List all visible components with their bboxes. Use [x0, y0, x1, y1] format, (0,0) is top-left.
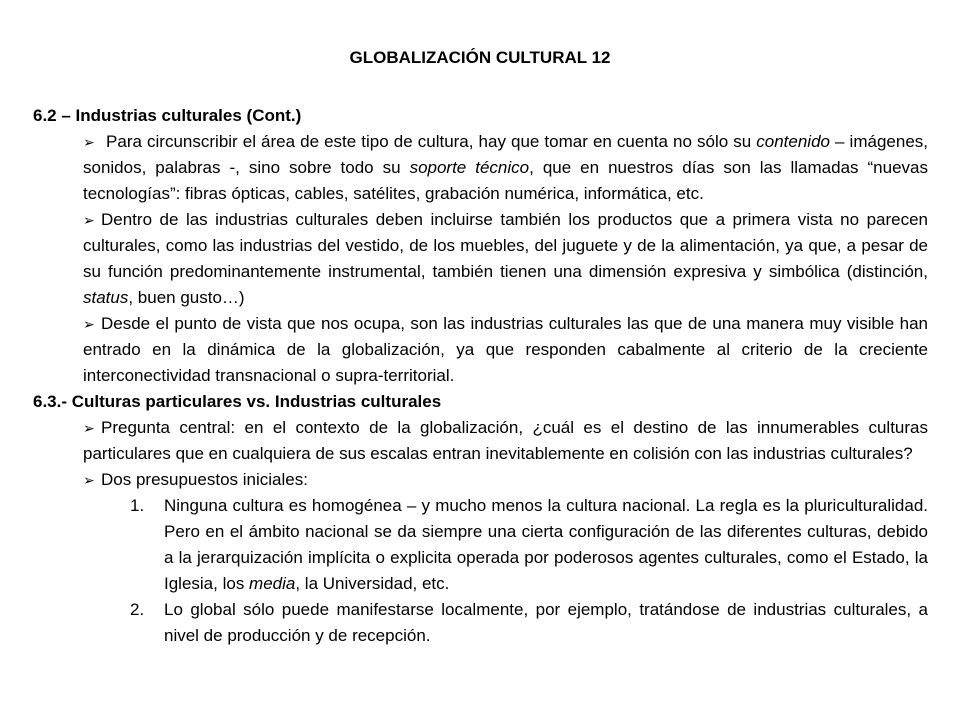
bullet-text: Dos presupuestos iniciales: [101, 470, 308, 489]
numbered-item [33, 597, 928, 649]
numbered-text: Lo global sólo puede manifestarse localmente, por ejemplo, tratándose de industrias culturales, a nivel de producción y de recepción. [164, 600, 928, 645]
bullet-text: Dentro de las industrias culturales deben incluirse también los productos que a primera vista no parecen culturales, como las industrias del vestido, de los muebles, del juguete y de la alimentación, ya que, a pesar de su función predominantemente instrumental, también tienen una dimensión expresiva y simbólica (distinción, status, buen gusto…) [83, 210, 928, 307]
arrow-bullet-icon: ➢ [83, 212, 95, 228]
item-number: 2. [130, 600, 145, 619]
bullet-text: Desde el punto de vista que nos ocupa, son las industrias culturales las que de una manera muy visible han entrado en la dinámica de la globalización, ya que responden cabalmente al criterio de la creciente interconectividad transnacional o supra-territorial. [83, 314, 928, 385]
bullet-item [33, 415, 928, 467]
numbered-text: Ninguna cultura es homogénea – y mucho menos la cultura nacional. La regla es la pluriculturalidad. Pero en el ámbito nacional se da siempre una cierta configuración de las diferentes culturas, debido a la jerarquización implícita o explicita operada por poderosos agentes culturales, como el Estado, la Iglesia, los media, la Universidad, etc. [164, 496, 928, 593]
section-heading-6-2: 6.2 – Industrias culturales (Cont.) [33, 106, 302, 125]
item-number: 1. [130, 496, 145, 515]
arrow-bullet-icon: ➢ [83, 316, 95, 332]
bullet-text: Pregunta central: en el contexto de la globalización, ¿cuál es el destino de las innumerables culturas particulares que en cualquiera de sus escalas entran inevitablemente en colisión con las industrias culturales? [83, 418, 928, 463]
bullet-item [33, 311, 928, 389]
bullet-item [33, 467, 928, 493]
bullet-item [33, 207, 928, 311]
bullet-text: Para circunscribir el área de este tipo de cultura, hay que tomar en cuenta no sólo su contenido – imágenes, sonidos, palabras -, sino sobre todo su soporte técnico, que en nuestros días son las llamadas “nuevas tecnologías”: fibras ópticas, cables, satélites, grabación numérica, informática, etc. [83, 132, 928, 203]
arrow-bullet-icon: ➢ [83, 472, 95, 488]
section-heading-6-3: 6.3.- Culturas particulares vs. Industrias culturales [33, 392, 442, 411]
slide-content [33, 103, 928, 649]
bullet-item [33, 129, 928, 207]
arrow-bullet-icon: ➢ [83, 420, 95, 436]
numbered-item [33, 493, 928, 597]
slide-title: GLOBALIZACIÓN CULTURAL 12 [349, 48, 611, 67]
arrow-bullet-icon: ➢ [83, 134, 95, 150]
